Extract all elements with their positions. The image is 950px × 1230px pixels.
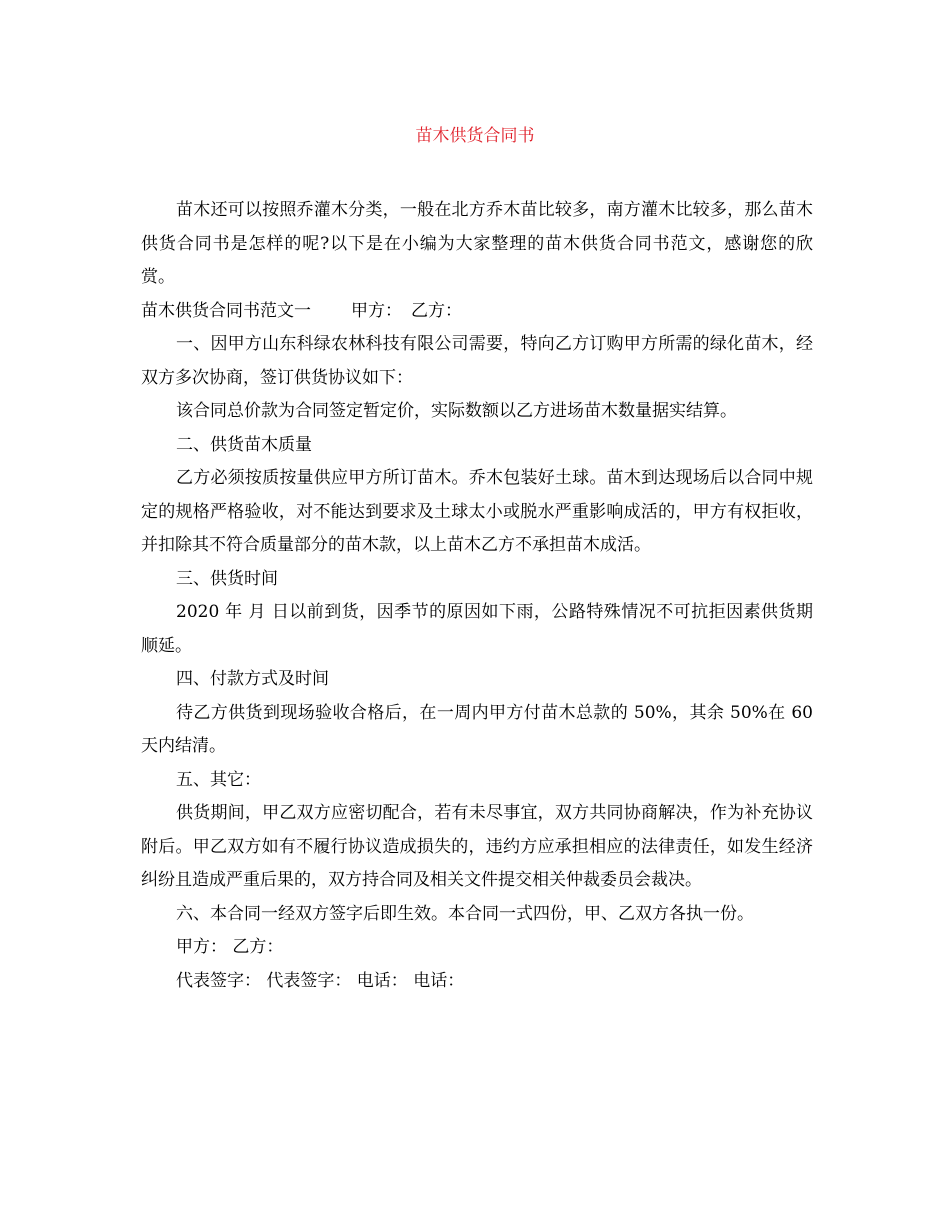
parties-line: 甲方： 乙方：	[176, 937, 284, 957]
document-body	[141, 194, 813, 998]
delivery-paragraph: 2020 年 月 日以前到货，因季节的原因如下雨，公路特殊情况不可抗拒因素供货期顺延。	[141, 602, 813, 656]
party-a-label: 甲方：	[351, 300, 402, 321]
signature-line: 代表签字： 代表签字： 电话： 电话：	[176, 970, 465, 991]
payment-paragraph: 待乙方供货到现场验收合格后，在一周内甲方付苗木总款的 50%，其余 50%在 60 天内结清。	[141, 702, 813, 756]
section-2-heading: 二、供货苗木质量	[176, 434, 312, 455]
clause-1-paragraph: 一、因甲方山东科绿农林科技有限公司需要，特向乙方订购甲方所需的绿化苗木，经双方多次协商，签订供货协议如下：	[141, 334, 813, 388]
sample-name: 苗木供货合同书范文一	[141, 300, 311, 321]
price-paragraph: 该合同总价款为合同签定暂定价，实际数额以乙方进场苗木数量据实结算。	[176, 401, 737, 421]
intro-paragraph: 苗木还可以按照乔灌木分类，一般在北方乔木苗比较多，南方灌木比较多，那么苗木供货合同书是怎样的呢?以下是在小编为大家整理的苗木供货合同书范文，感谢您的欣赏。	[141, 200, 813, 287]
party-b-label: 乙方：	[411, 300, 462, 321]
document-title: 苗木供货合同书	[415, 126, 535, 146]
other-paragraph: 供货期间，甲乙双方应密切配合，若有未尽事宜，双方共同协商解决，作为补充协议附后。甲乙双方如有不履行协议造成损失的，违约方应承担相应的法律责任，如发生经济纠纷且造成严重后果的，双方持合同及相关文件提交相关仲裁委员会裁决。	[141, 803, 813, 890]
section-5-heading: 五、其它：	[176, 769, 261, 790]
section-3-heading: 三、供货时间	[176, 568, 278, 589]
quality-paragraph: 乙方必须按质按量供应甲方所订苗木。乔木包装好土球。苗木到达现场后以合同中规定的规格严格验收，对不能达到要求及土球太小或脱水严重影响成活的，甲方有权拒收，并扣除其不符合质量部分的苗木款，以上苗木乙方不承担苗木成活。	[141, 468, 813, 555]
section-4-heading: 四、付款方式及时间	[176, 669, 329, 689]
section-6-paragraph: 六、本合同一经双方签字后即生效。本合同一式四份，甲、乙双方各执一份。	[176, 903, 754, 924]
sample-heading	[141, 295, 813, 329]
